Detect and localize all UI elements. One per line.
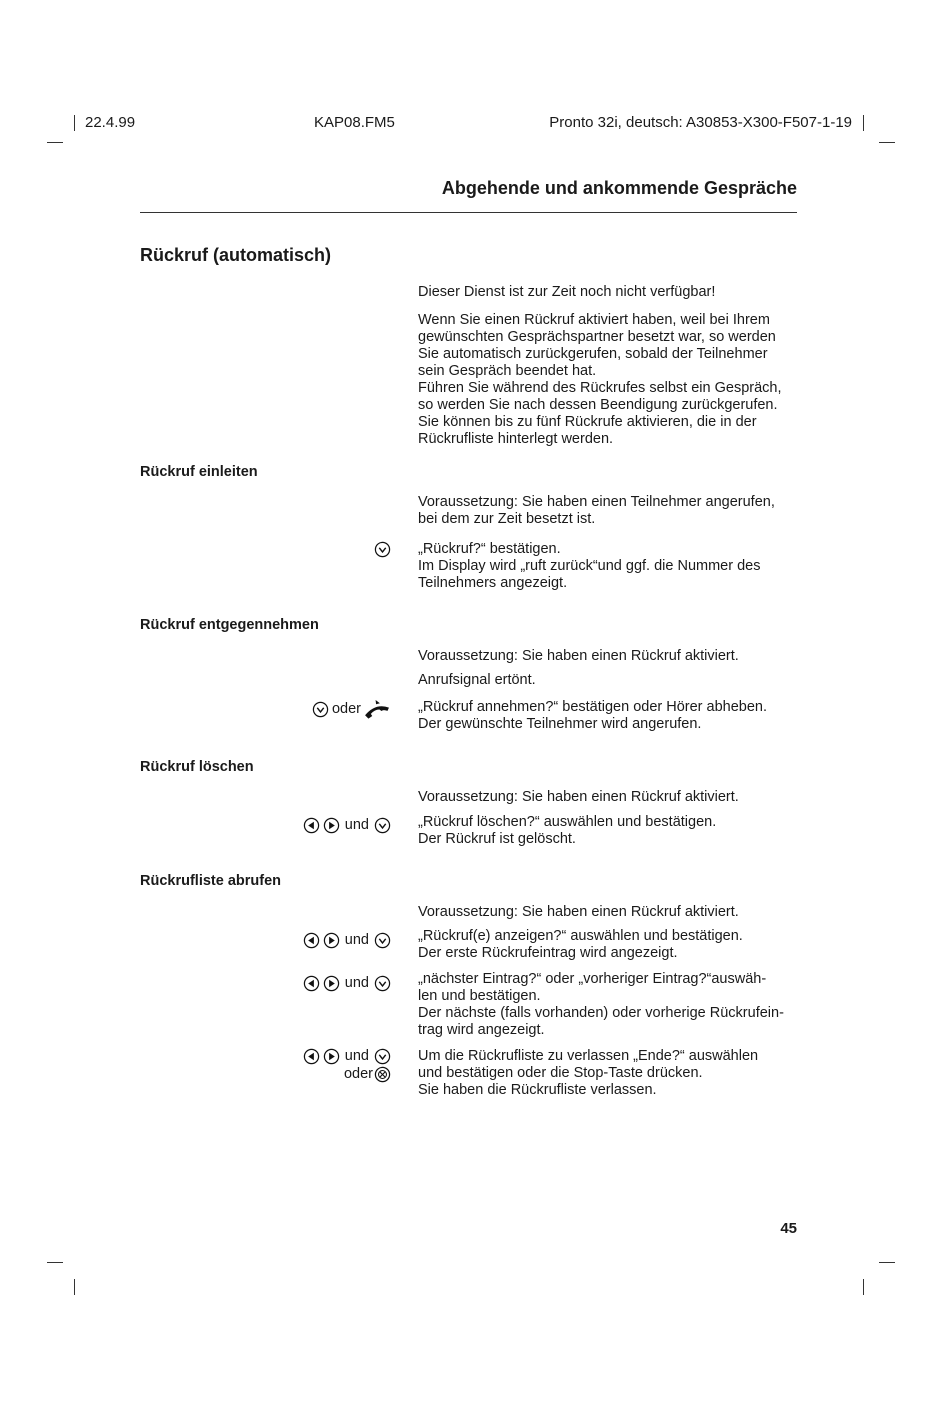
confirm-key-icon xyxy=(374,975,391,992)
key-connector: und xyxy=(344,817,369,833)
text-line: Der nächste (falls vorhanden) oder vorherige Rückrufein- xyxy=(418,1005,784,1021)
text-line: „Rückruf(e) anzeigen?“ auswählen und bestätigen. xyxy=(418,928,743,944)
right-arrow-key-icon xyxy=(323,932,340,949)
text-line: Führen Sie während des Rückrufes selbst ein Gespräch, xyxy=(418,380,782,396)
intro-notice: Dieser Dienst ist zur Zeit noch nicht verfügbar! xyxy=(418,284,716,300)
header-date: 22.4.99 xyxy=(85,114,136,131)
crop-mark xyxy=(863,115,864,131)
text-line: Voraussetzung: Sie haben einen Teilnehmer angerufen, xyxy=(418,494,775,510)
key-sequence xyxy=(303,932,391,949)
text-line: Rückrufliste hinterlegt werden. xyxy=(418,431,614,447)
text-line: „nächster Eintrag?“ oder „vorheriger Eintrag?“auswäh- xyxy=(418,971,767,987)
left-arrow-key-icon xyxy=(303,975,320,992)
text-line: Der gewünschte Teilnehmer wird angerufen. xyxy=(418,716,702,732)
abrufen-step-2 xyxy=(418,971,803,1039)
confirm-key-icon xyxy=(312,701,329,718)
text-line: Sie automatisch zurückgerufen, sobald der Teilnehmer xyxy=(418,346,768,362)
chapter-title: Abgehende und ankommende Gespräche xyxy=(441,178,797,198)
text-line: Sie können bis zu fünf Rückrufe aktivieren, die in der xyxy=(418,414,757,430)
key-connector: oder xyxy=(331,701,361,717)
entgegennehmen-precondition: Voraussetzung: Sie haben einen Rückruf aktiviert. xyxy=(418,648,739,664)
key-sequence xyxy=(344,1066,391,1083)
subheading-entgegennehmen: Rückruf entgegennehmen xyxy=(140,617,319,633)
text-line: und bestätigen oder die Stop-Taste drücken. xyxy=(418,1065,703,1081)
crop-mark xyxy=(47,1262,63,1263)
key-connector: oder xyxy=(343,1066,373,1082)
confirm-key-icon xyxy=(374,1048,391,1065)
confirm-key-icon xyxy=(374,932,391,949)
loeschen-step xyxy=(418,814,803,848)
key-sequence xyxy=(374,541,391,558)
crop-mark xyxy=(74,1279,75,1295)
text-line: Sie haben die Rückrufliste verlassen. xyxy=(418,1082,657,1098)
text-line: Der Rückruf ist gelöscht. xyxy=(418,831,576,847)
text-line: „Rückruf annehmen?“ bestätigen oder Hörer abheben. xyxy=(418,699,768,715)
text-line: trag wird angezeigt. xyxy=(418,1022,545,1038)
key-sequence xyxy=(303,1048,391,1065)
abrufen-step-3 xyxy=(418,1048,803,1099)
einleiten-precondition xyxy=(418,494,803,528)
key-connector: und xyxy=(344,932,369,948)
intro-paragraph xyxy=(418,312,803,448)
crop-mark xyxy=(47,142,63,143)
abrufen-step-1 xyxy=(418,928,803,962)
abrufen-precondition: Voraussetzung: Sie haben einen Rückruf aktiviert. xyxy=(418,904,739,920)
section-title: Rückruf (automatisch) xyxy=(140,245,332,265)
header-rule xyxy=(140,212,797,213)
key-sequence xyxy=(312,699,391,720)
header-product: Pronto 32i, deutsch: A30853-X300-F507-1-19 xyxy=(549,114,852,131)
text-line: Der erste Rückrufeintrag wird angezeigt. xyxy=(418,945,678,961)
text-line: „Rückruf?“ bestätigen. xyxy=(418,541,561,557)
entgegennehmen-step xyxy=(418,699,803,733)
right-arrow-key-icon xyxy=(323,1048,340,1065)
crop-mark xyxy=(74,115,75,131)
right-arrow-key-icon xyxy=(323,975,340,992)
key-connector: und xyxy=(344,1048,369,1064)
text-line: Wenn Sie einen Rückruf aktiviert haben, weil bei Ihrem xyxy=(418,312,770,328)
crop-mark xyxy=(879,1262,895,1263)
crop-mark xyxy=(879,142,895,143)
text-line: Teilnehmers angezeigt. xyxy=(418,575,568,591)
left-arrow-key-icon xyxy=(303,1048,320,1065)
key-sequence xyxy=(303,975,391,992)
loeschen-precondition: Voraussetzung: Sie haben einen Rückruf aktiviert. xyxy=(418,789,739,805)
confirm-key-icon xyxy=(374,817,391,834)
text-line: bei dem zur Zeit besetzt ist. xyxy=(418,511,596,527)
page-number: 45 xyxy=(780,1220,797,1237)
crop-mark xyxy=(863,1279,864,1295)
handset-icon xyxy=(364,699,391,720)
text-line: so werden Sie nach dessen Beendigung zurückgerufen. xyxy=(418,397,778,413)
text-line: Im Display wird „ruft zurück“und ggf. die Nummer des xyxy=(418,558,761,574)
einleiten-step xyxy=(418,541,803,592)
subheading-einleiten: Rückruf einleiten xyxy=(140,464,258,480)
stop-key-icon xyxy=(374,1066,391,1083)
text-line: „Rückruf löschen?“ auswählen und bestätigen. xyxy=(418,814,717,830)
text-line: gewünschten Gesprächspartner besetzt war, so werden xyxy=(418,329,776,345)
confirm-key-icon xyxy=(374,541,391,558)
subheading-abrufen: Rückrufliste abrufen xyxy=(140,873,281,889)
key-connector: und xyxy=(344,975,369,991)
left-arrow-key-icon xyxy=(303,817,320,834)
left-arrow-key-icon xyxy=(303,932,320,949)
text-line: len und bestätigen. xyxy=(418,988,541,1004)
header-file: KAP08.FM5 xyxy=(314,114,395,131)
key-sequence xyxy=(303,817,391,834)
entgegennehmen-signal: Anrufsignal ertönt. xyxy=(418,672,536,688)
right-arrow-key-icon xyxy=(323,817,340,834)
subheading-loeschen: Rückruf löschen xyxy=(140,759,254,775)
text-line: sein Gespräch beendet hat. xyxy=(418,363,597,379)
text-line: Um die Rückrufliste zu verlassen „Ende?“ auswählen xyxy=(418,1048,759,1064)
